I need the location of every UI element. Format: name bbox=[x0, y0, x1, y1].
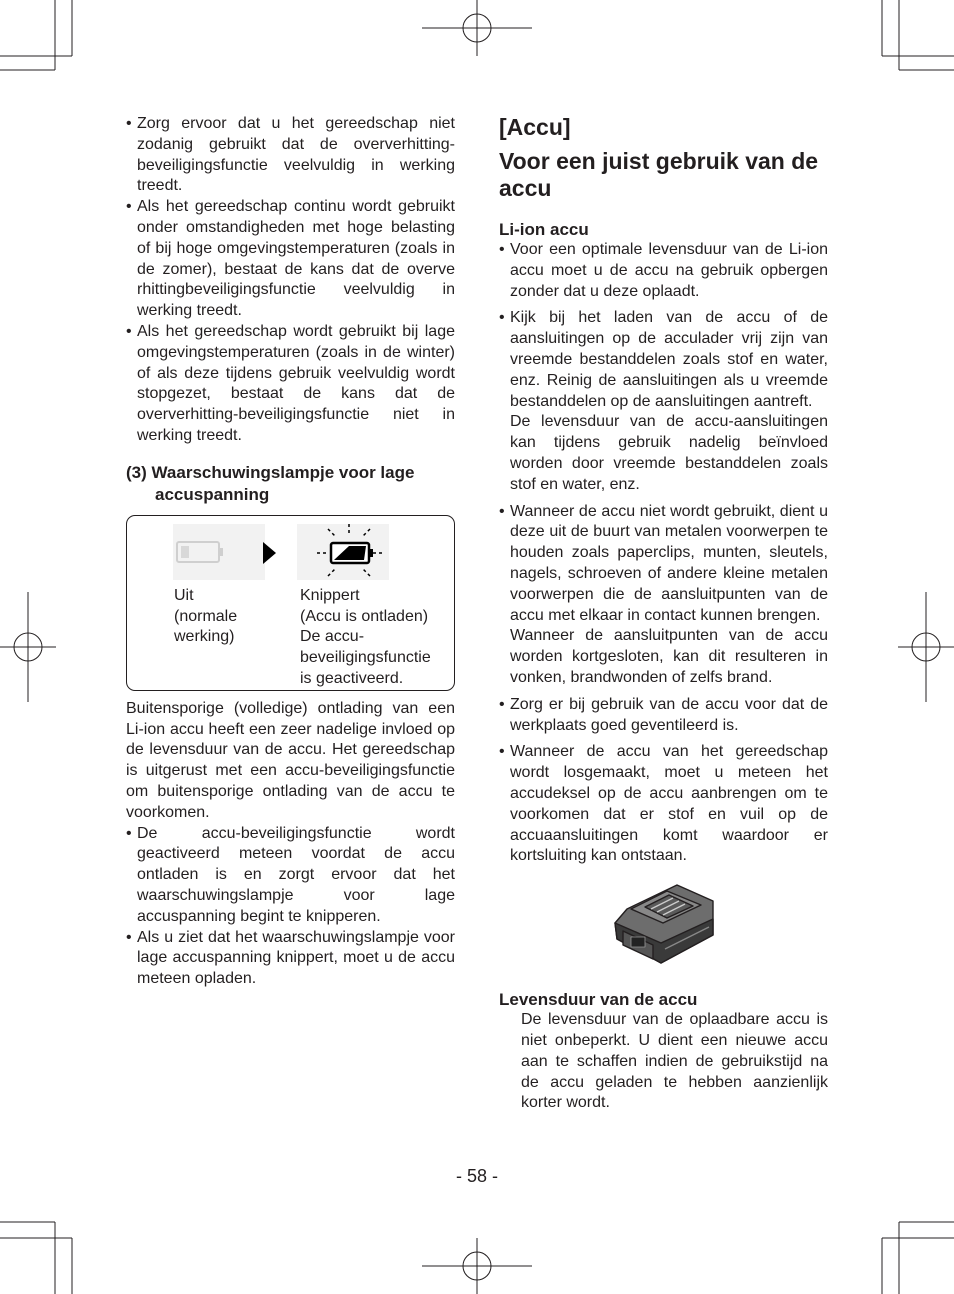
paragraph: Buitensporige (volledige) ontlading van een Li-ion accu heeft een zeer nadelige invloed op de levensduur van de accu. Het gereedschap is uitgerust met een accu-beveiligingsfunctie om buitensporige ontlading van de accu te voorkomen. bbox=[126, 699, 455, 821]
section-heading: (3) Waarschuwingslampje voor lage accuspanning bbox=[126, 462, 415, 504]
left-column bbox=[126, 114, 455, 990]
page-number: - 58 - bbox=[455, 1166, 498, 1186]
bullet-continuation: Wanneer de aansluitpunten van de accu worden kortgesloten, kan dit resulteren in vonken, brandwonden of zelfs brand. bbox=[510, 627, 828, 686]
blink-label: Knippert (Accu is ontladen) De accu- beveiligingsfunctie is geactiveerd. bbox=[300, 586, 431, 687]
bullet-item: • Als u ziet dat het waarschuwingslampje voor lage accuspanning knippert, moet u de accu meteen opladen. bbox=[126, 928, 455, 990]
bullet-continuation: De levensduur van de accu-aansluitingen kan tijdens gebruik nadelig beïnvloed worden door vreemde bestanddelen zoals stof en water, enz. bbox=[510, 413, 828, 493]
bullet-item: • Als het gereedschap wordt gebruikt bij lage omgevingstemperaturen (zoals in de winter) of als deze tijdens gebruik veelvuldig wordt stopgezet, bestaat de kans dat de oververhitting-beveiligingsfunctie niet in werking treedt. bbox=[126, 322, 455, 447]
off-label: Uit (normale werking) bbox=[174, 586, 238, 646]
bullet-item: • De accu-beveiligingsfunctie wordt geactiveerd meteen voordat de accu ontladen is en zorgt ervoor dat het waarschuwingslampje voor lage accuspanning begint te knipperen. bbox=[126, 824, 455, 928]
section-title: Voor een juist gebruik van de accu bbox=[499, 148, 819, 201]
bullet-item: • Wanneer de accu van het gereedschap wordt losgemaakt, moet u meteen het accudeksel op de accu aanbrengen om te voorkomen dat er stof en vuil op de accuaansluitingen komt waardoor er kortsluiting kan ontstaan. bbox=[499, 742, 828, 867]
bullet-item: • Wanneer de accu niet wordt gebruikt, dient u deze uit de buurt van metalen voorwerpen te houden zoals paperclips, munten, sleutels, nagels, schroeven of andere kleine metalen voorwerpen die de aansluitpunten van de accu met elkaar in contact kunnen brengen. bbox=[499, 502, 828, 627]
bullet-item: • Zorg ervoor dat u het gereedschap niet zodanig gebruikt dat de oververhitting-beveiligingsfunctie veelvuldig in werking treedt. bbox=[126, 114, 455, 197]
subheading: Levensduur van de accu bbox=[499, 990, 698, 1010]
paragraph: De levensduur van de oplaadbare accu is niet onbeperkt. U dient een nieuwe accu aan te schaffen indien de gebruikstijd na de accu geladen te hebben aanzienlijk korter wordt. bbox=[521, 1011, 828, 1112]
battery-pack-illustration bbox=[609, 879, 717, 969]
chapter-title: [Accu] bbox=[499, 114, 571, 140]
bullet-item: • Zorg er bij gebruik van de accu voor dat de werkplaats goed geventileerd is. bbox=[499, 695, 828, 737]
subheading: Li-ion accu bbox=[499, 220, 589, 239]
battery-indicator-graphic bbox=[173, 520, 393, 584]
right-column bbox=[499, 114, 828, 1114]
arrow-right-icon bbox=[263, 542, 276, 564]
bullet-item: • Voor een optimale levensduur van de Li-ion accu moet u de accu na gebruik opbergen zonder dat u deze oplaadt. bbox=[499, 240, 828, 302]
indicator-figure bbox=[126, 515, 455, 691]
bullet-item: • Als het gereedschap continu wordt gebruikt onder omstandigheden met hoge belasting of bij hoge omgevingstemperaturen (zoals in de zomer), bestaat de kans dat de overve rhittingbeveiligingsfunctie veelvuldig in werking treedt. bbox=[126, 197, 455, 322]
bullet-item: • Kijk bij het laden van de accu of de aansluitingen op de acculader vrij zijn van vreemde bestanddelen zoals stof en water, enz. Reinig de aansluitingen als u vreemde bestanddelen op de aansluitingen aantreft. bbox=[499, 308, 828, 412]
